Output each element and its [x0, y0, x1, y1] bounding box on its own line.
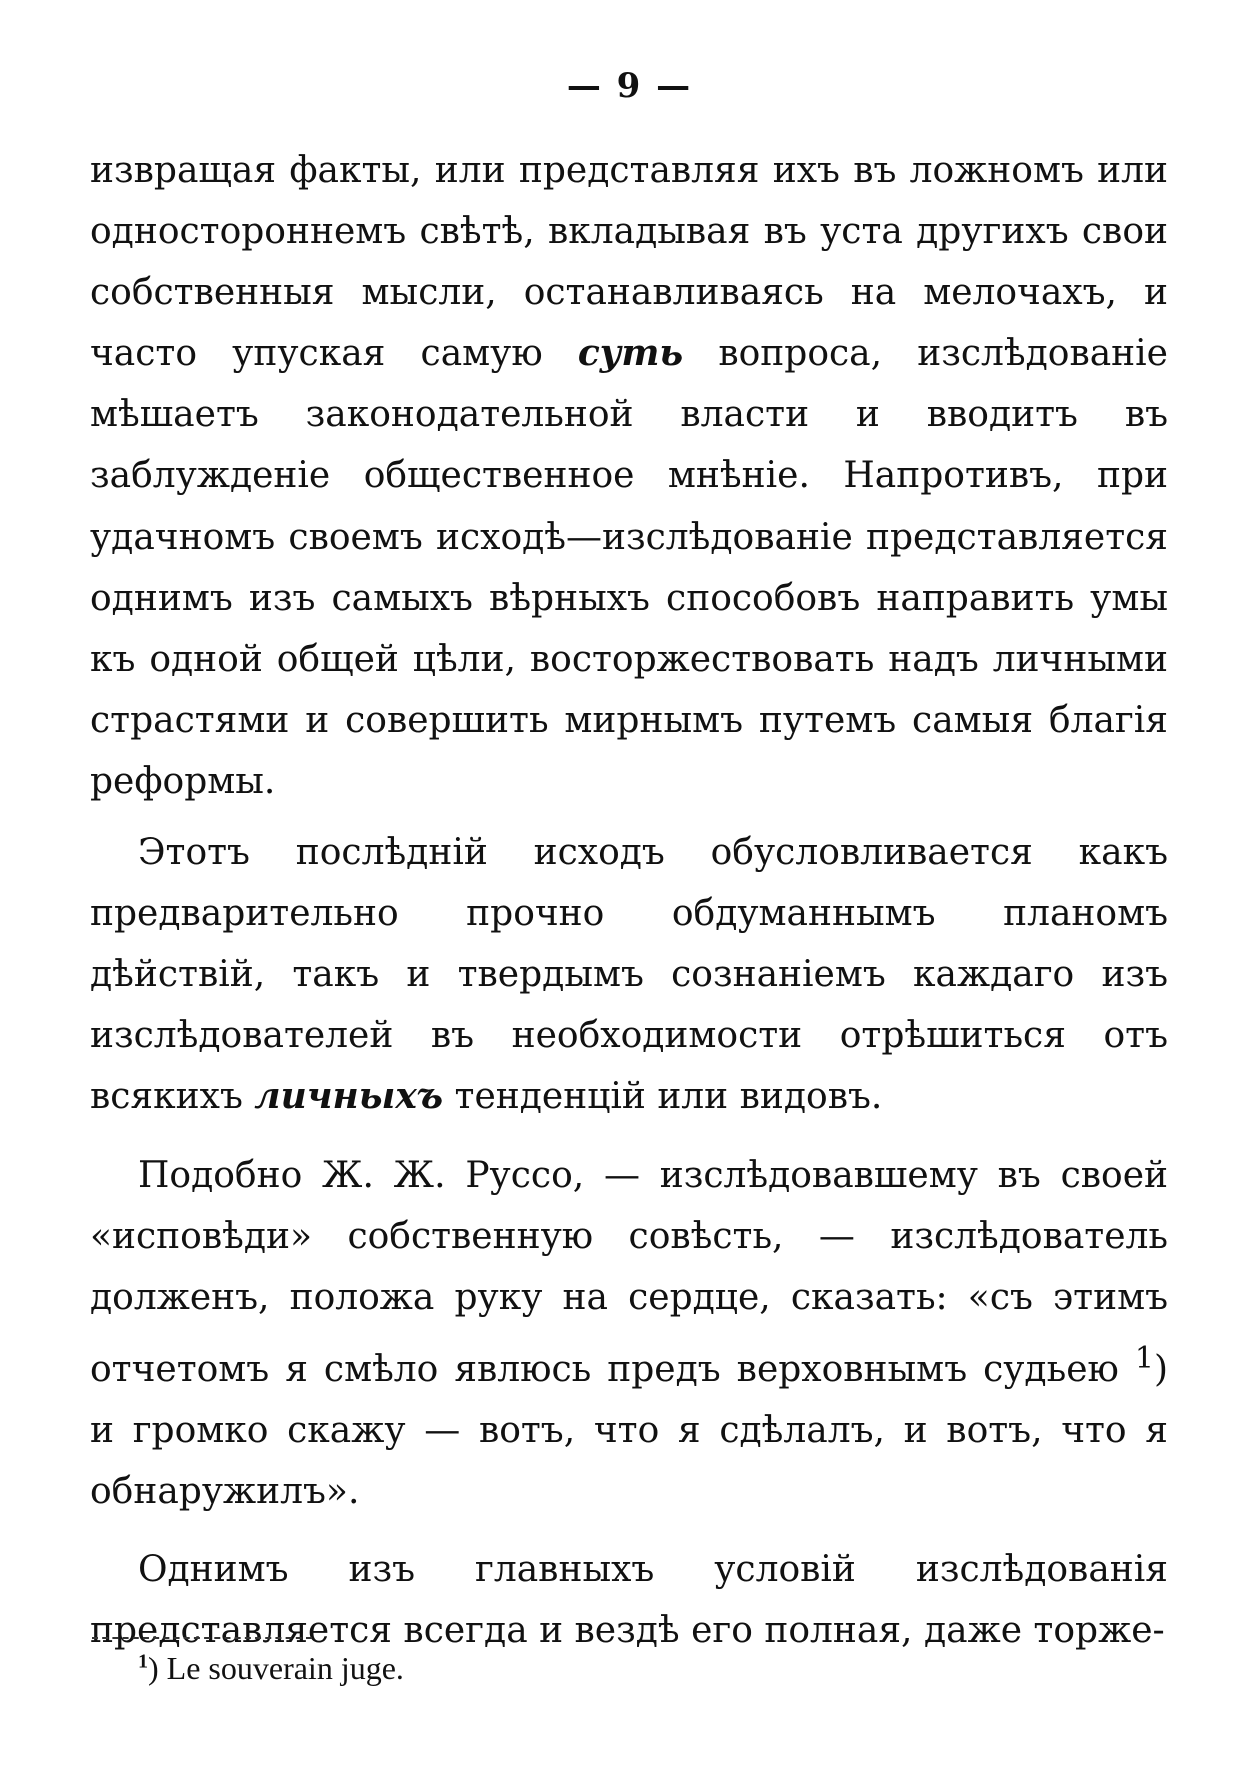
paragraph-3: [90, 1145, 1168, 1523]
paragraph-4-text: Однимъ изъ главныхъ условій изслѣдованія представляется всегда и вездѣ его полная, даже торже-: [90, 1549, 1168, 1652]
footnote-divider: [92, 1637, 312, 1639]
emphasis-sut: суть: [577, 332, 684, 375]
paragraph-1: [90, 140, 1168, 812]
paragraph-3-text-end: ) и громко скажу — вотъ, что я сдѣлалъ, и вотъ, что я обнаружилъ».: [90, 1348, 1168, 1512]
footnote-reference: 1: [1134, 1340, 1154, 1376]
paragraph-1-text-end: вопроса, изслѣдованіе мѣшаетъ законодательной власти и вводитъ въ заблужденіе общественное мнѣніе. Напротивъ, при удачномъ своемъ исходѣ—изслѣдованіе представляется однимъ изъ самыхъ вѣрныхъ способовъ направить умы къ одной общей цѣли, восторжествовать надъ личными страстями и совершить мирнымъ путемъ самыя благія реформы.: [90, 333, 1168, 802]
paragraph-3-text: Подобно Ж. Ж. Руссо, — изслѣдовавшему въ своей «исповѣди» собственную совѣсть, — изслѣдователь долженъ, положа руку на сердце, сказать: «съ этимъ отчетомъ я смѣло явлюсь предъ верховнымъ судьею: [90, 1154, 1168, 1390]
footnote-text: ) Le souverain juge.: [148, 1650, 404, 1686]
emphasis-lichnykh: личныхъ: [254, 1075, 444, 1118]
paragraph-2: [90, 822, 1168, 1127]
paragraph-2-text-end: тенденцій или видовъ.: [454, 1076, 883, 1118]
footnote: [138, 1650, 404, 1687]
paragraph-4: [90, 1539, 1168, 1661]
page-number: — 9 —: [566, 66, 693, 106]
body-text: [90, 140, 1168, 1661]
paragraph-2-text: Этотъ послѣдній исходъ обусловливается какъ предварительно прочно обдуманнымъ планомъ дѣйствій, такъ и твердымъ сознаніемъ каждаго изъ изслѣдователей въ необходимости отрѣшиться отъ всякихъ: [90, 832, 1168, 1118]
footnote-marker: 1: [138, 1650, 148, 1673]
paragraph-1-text: извращая факты, или представляя ихъ въ ложномъ или одностороннемъ свѣтѣ, вкладывая въ уста другихъ свои собственныя мысли, останавливаясь на мелочахъ, и часто упуская самую: [90, 150, 1168, 375]
